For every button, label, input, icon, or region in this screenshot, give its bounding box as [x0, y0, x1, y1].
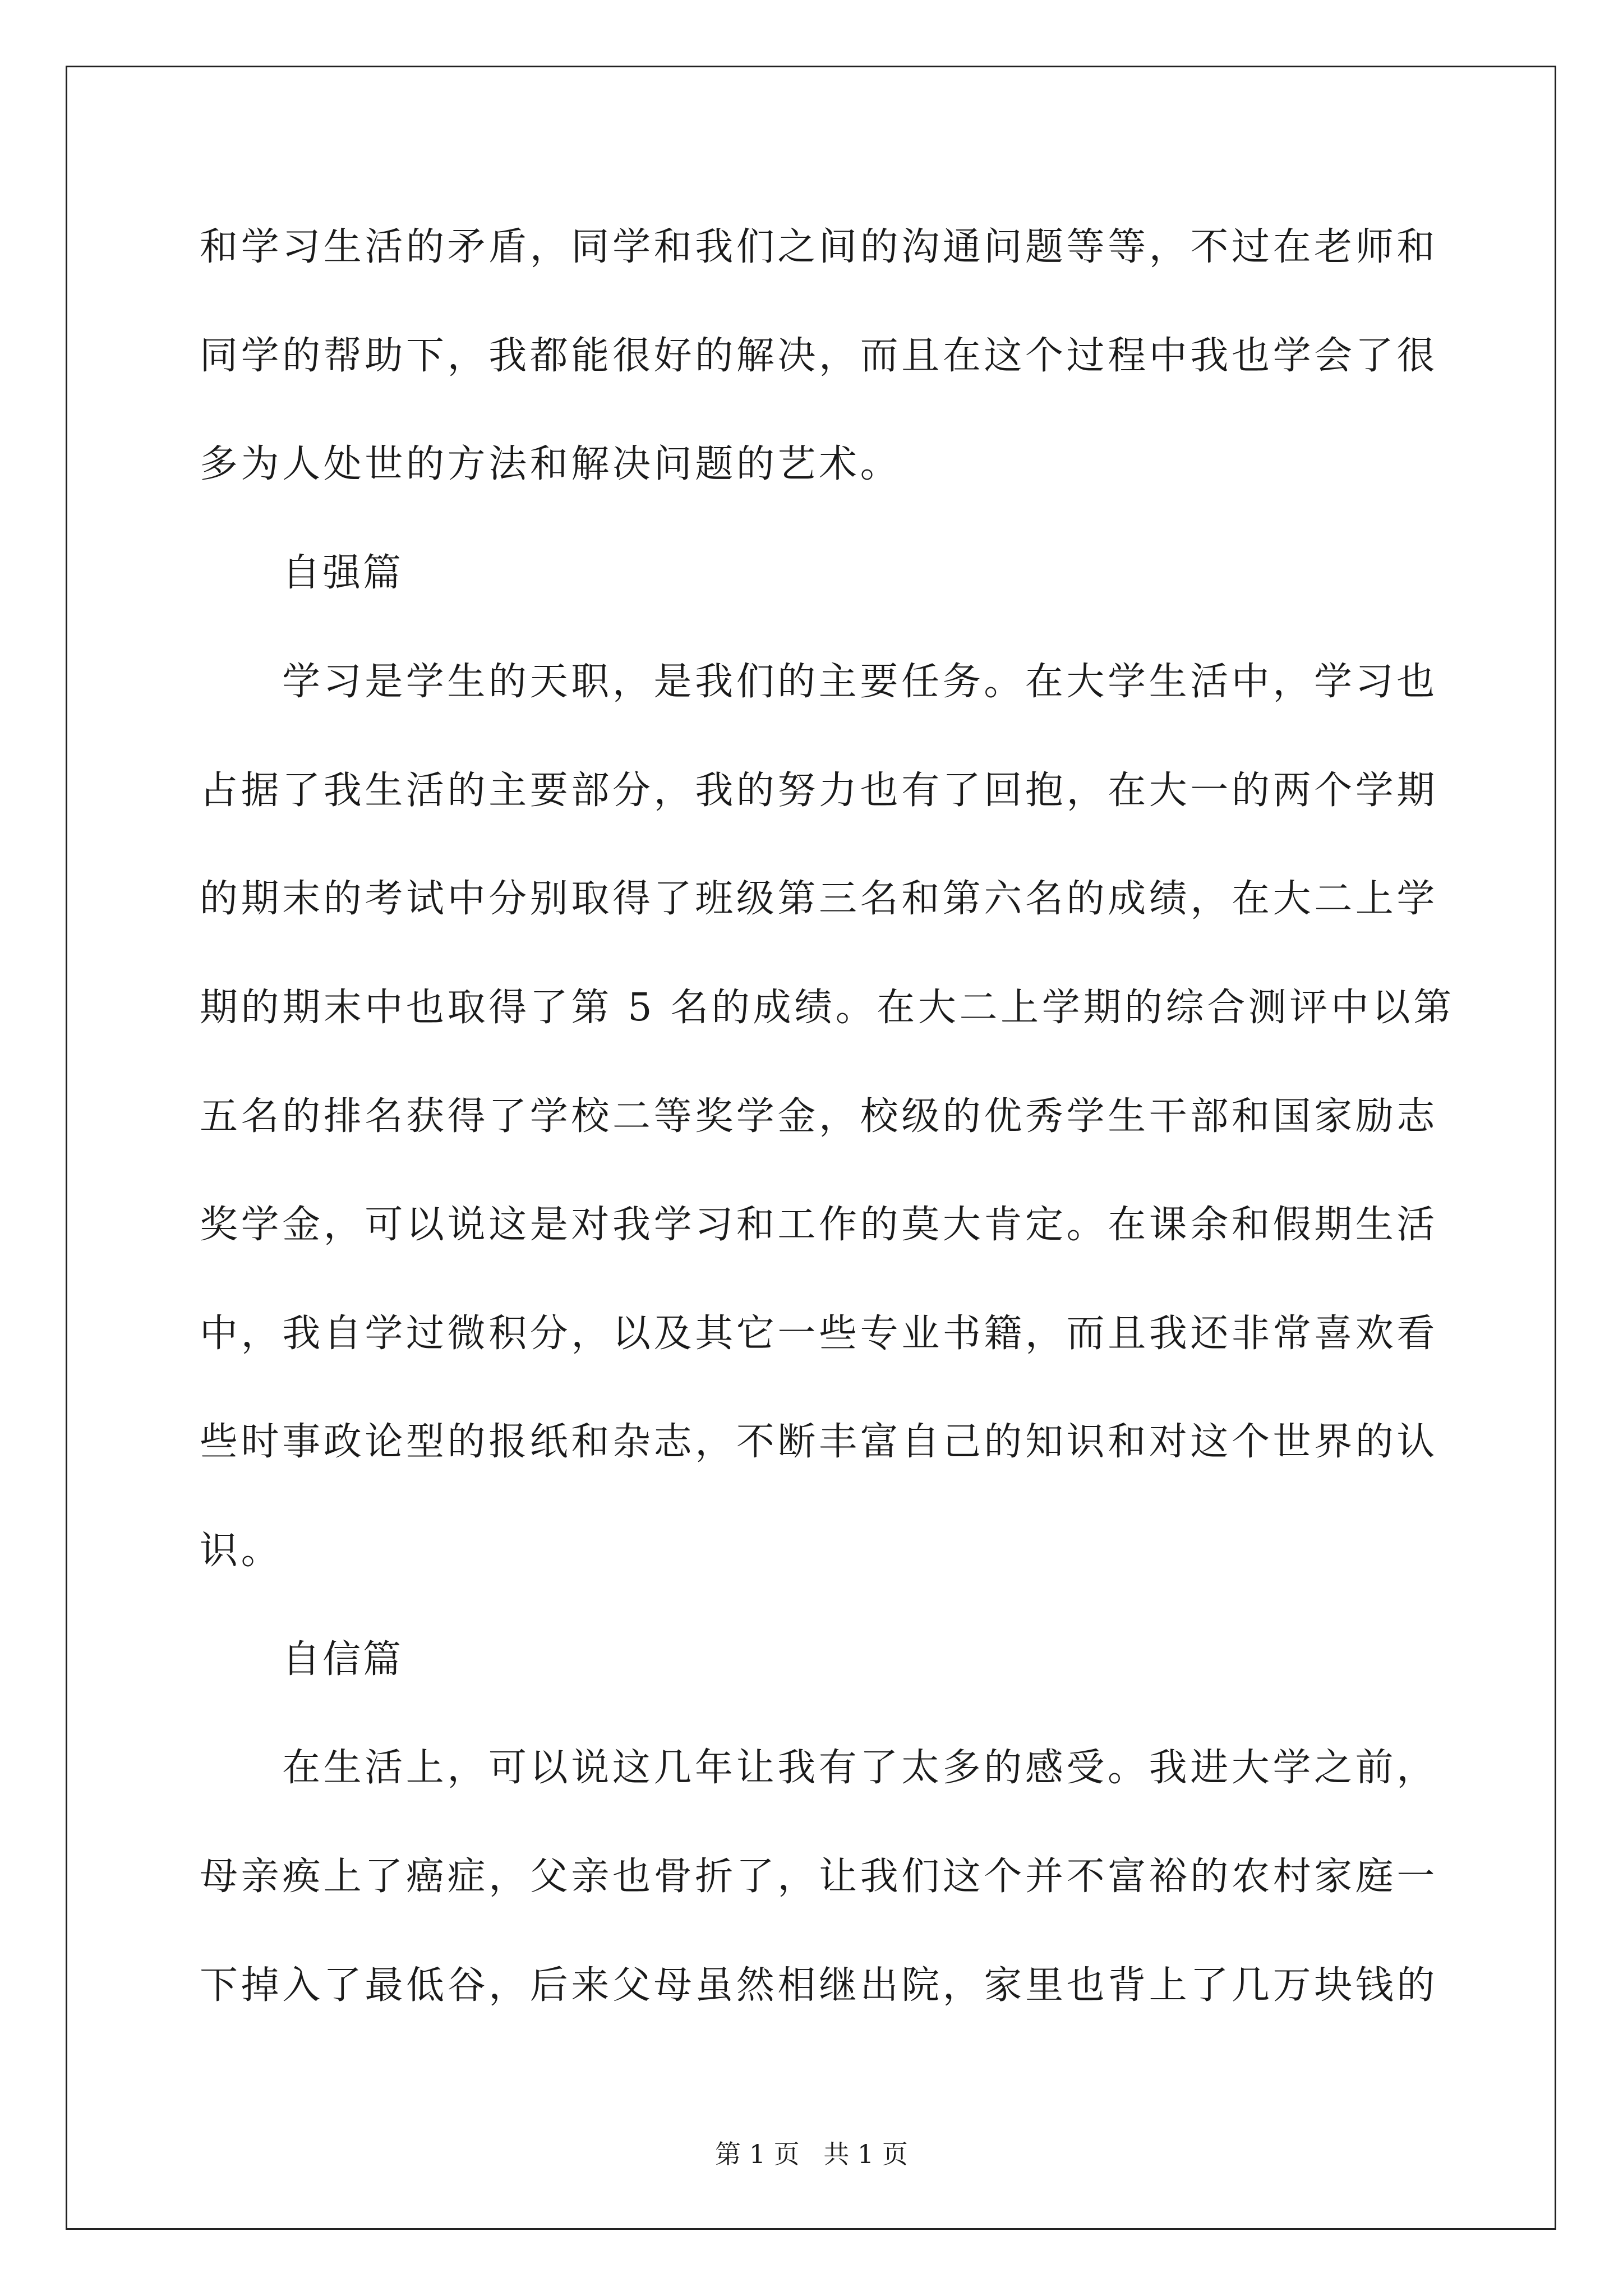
- page-footer: [0, 2138, 1623, 2170]
- paragraph-2-line-7: 中，我自学过微积分，以及其它一些专业书籍，而且我还非常喜欢看: [200, 1312, 1438, 1356]
- paragraph-3-line-1: 在生活上，可以说这几年让我有了太多的感受。我进大学之前，: [282, 1746, 1438, 1790]
- heading-zi-qiang: 自强篇: [282, 551, 404, 595]
- page-number-current: 第 1 页: [715, 2139, 800, 2169]
- paragraph-3-line-2: 母亲痪上了癌症，父亲也骨折了，让我们这个并不富裕的农村家庭一: [200, 1855, 1438, 1899]
- page-border: [66, 66, 1556, 2230]
- heading-zi-xin: 自信篇: [282, 1637, 404, 1682]
- paragraph-2-line-8: 些时事政论型的报纸和杂志，不断丰富自己的知识和对这个世界的认: [200, 1420, 1438, 1464]
- paragraph-3-line-3: 下掉入了最低谷，后来父母虽然相继出院，家里也背上了几万块钱的: [200, 1963, 1438, 2008]
- paragraph-2-line-5: 五名的排名获得了学校二等奖学金，校级的优秀学生干部和国家励志: [200, 1094, 1438, 1139]
- paragraph-2-line-2: 占据了我生活的主要部分，我的努力也有了回抱，在大一的两个学期: [200, 769, 1438, 813]
- paragraph-2-line-9: 识。: [200, 1529, 283, 1573]
- paragraph-2-line-6: 奖学金，可以说这是对我学习和工作的莫大肯定。在课余和假期生活: [200, 1203, 1438, 1247]
- paragraph-1-line-2: 同学的帮助下，我都能很好的解决，而且在这个过程中我也学会了很: [200, 334, 1438, 378]
- paragraph-2-line-3: 的期末的考试中分别取得了班级第三名和第六名的成绩，在大二上学: [200, 877, 1438, 921]
- page-number-total: 共 1 页: [823, 2139, 908, 2169]
- paragraph-1-line-1: 和学习生活的矛盾，同学和我们之间的沟通问题等等，不过在老师和: [200, 225, 1438, 269]
- paragraph-2-line-4: 期的期末中也取得了第 5 名的成绩。在大二上学期的综合测评中以第: [200, 986, 1455, 1030]
- paragraph-1-line-3: 多为人处世的方法和解决问题的艺术。: [200, 442, 902, 486]
- paragraph-2-line-1: 学习是学生的天职，是我们的主要任务。在大学生活中，学习也: [282, 660, 1438, 704]
